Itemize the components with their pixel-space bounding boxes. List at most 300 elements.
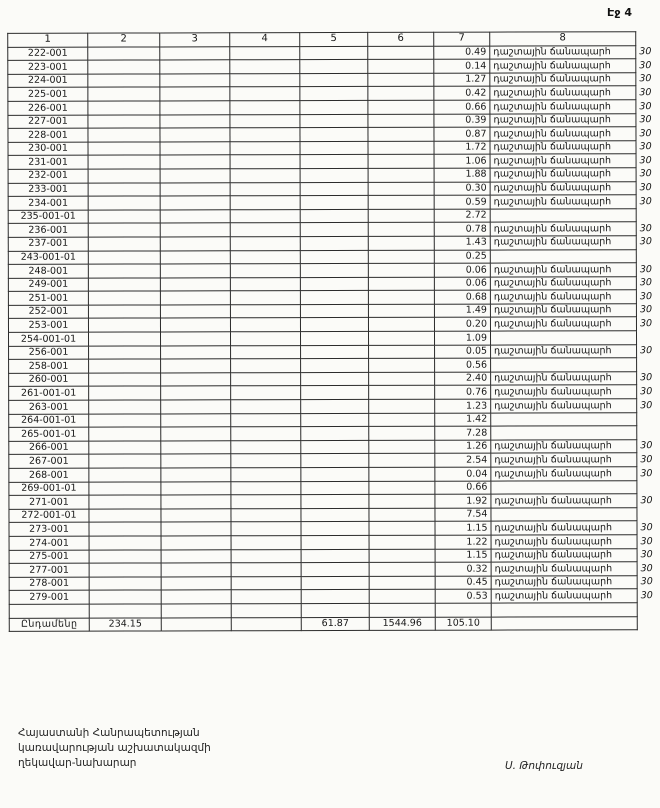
empty-cell [300, 263, 368, 277]
parcel-code: 249-001 [8, 278, 88, 292]
empty-cell [160, 196, 230, 210]
land-use-description: դաշտային ճանապարհ [490, 263, 636, 277]
area-value: 0.14 [434, 59, 490, 73]
margin-mark: 30 [639, 155, 652, 167]
empty-cell [300, 236, 368, 250]
margin-mark: 30 [640, 522, 653, 534]
margin-mark: 30 [639, 59, 652, 71]
empty-cell [89, 536, 161, 550]
area-value: 2.72 [434, 209, 490, 223]
land-use-description: դաշտային ճանապարհ [491, 467, 637, 481]
empty-cell [88, 223, 160, 237]
empty-cell [301, 331, 369, 345]
parcel-code: 267-001 [9, 455, 89, 469]
empty-cell [89, 386, 161, 400]
empty-cell [231, 590, 301, 604]
parcel-code: 231-001 [8, 155, 88, 169]
margin-mark: 30 [639, 182, 652, 194]
land-use-description: դաշտային ճանապարհ [491, 575, 637, 589]
area-value: 0.53 [435, 589, 491, 603]
empty-cell [301, 359, 369, 373]
margin-mark: 30 [639, 46, 652, 58]
empty-cell [369, 467, 435, 481]
area-value: 1.23 [435, 399, 491, 413]
empty-cell [88, 87, 160, 101]
land-use-description: դաշտային ճանապարհ [490, 72, 636, 86]
totals-col7: 105.10 [435, 617, 491, 631]
parcel-code: 261-001-01 [9, 387, 89, 401]
margin-mark [636, 331, 652, 345]
empty-cell [88, 237, 160, 251]
empty-cell [300, 60, 368, 74]
margin-mark [637, 507, 653, 521]
empty-cell [88, 210, 160, 224]
empty-cell [301, 386, 369, 400]
margin-mark: 30 [639, 100, 652, 112]
totals-col3 [161, 617, 231, 631]
empty-cell [161, 454, 231, 468]
land-use-description: դաշտային ճանապարհ [490, 168, 636, 182]
column-header-7: 7 [434, 32, 490, 46]
empty-cell [160, 128, 230, 142]
empty-cell [89, 359, 161, 373]
parcel-code: 248-001 [8, 264, 88, 278]
empty-cell [161, 577, 231, 591]
empty-cell [368, 59, 434, 73]
land-use-description [491, 426, 637, 440]
empty-cell [230, 46, 300, 60]
empty-cell [301, 535, 369, 549]
empty-cell [300, 128, 368, 142]
margin-mark: 30 [639, 141, 652, 153]
empty-cell [160, 74, 230, 88]
margin-mark: 30 [640, 590, 653, 602]
land-use-description [490, 249, 636, 263]
empty-cell [160, 155, 230, 169]
empty-cell [301, 576, 369, 590]
area-value: 0.49 [434, 46, 490, 60]
parcel-code: 223-001 [8, 60, 88, 74]
empty-cell [300, 155, 368, 169]
margin-mark: 30 [639, 223, 652, 235]
empty-cell [369, 535, 435, 549]
empty-cell [301, 454, 369, 468]
margin-mark: 30 [640, 562, 653, 574]
totals-col8 [491, 616, 637, 630]
empty-cell [161, 332, 231, 346]
parcel-code: 226-001 [8, 101, 88, 115]
empty-cell [231, 440, 301, 454]
empty-cell [161, 563, 231, 577]
empty-cell [161, 495, 231, 509]
empty-cell [230, 87, 300, 101]
area-value: 1.15 [435, 521, 491, 535]
land-use-description: դաշտային ճանապարհ [490, 276, 636, 290]
margin-spacer [636, 32, 652, 46]
empty-cell [369, 508, 435, 522]
empty-cell [231, 332, 301, 346]
empty-cell [301, 522, 369, 536]
empty-cell [88, 250, 160, 264]
empty-cell [161, 522, 231, 536]
land-use-description: դաշտային ճանապարհ [490, 290, 636, 304]
area-value: 2.54 [435, 453, 491, 467]
area-value: 0.68 [434, 290, 490, 304]
empty-cell [89, 550, 161, 564]
empty-cell [369, 454, 435, 468]
area-value: 0.87 [434, 127, 490, 141]
margin-mark: 30 [640, 440, 653, 452]
land-use-description: դաշտային ճանապարհ [490, 45, 636, 59]
empty-cell [160, 182, 230, 196]
area-value: 1.22 [435, 535, 491, 549]
empty-cell [161, 373, 231, 387]
land-use-description: դաշտային ճանապարհ [490, 181, 636, 195]
land-use-description: դաշտային ճանապարհ [490, 140, 636, 154]
parcel-code: 256-001 [9, 346, 89, 360]
empty-cell [88, 182, 160, 196]
land-use-description: դաշտային ճանապարհ [491, 562, 637, 576]
issuer-line-3: ղեկավար-նախարար [18, 757, 137, 770]
empty-cell [89, 482, 161, 496]
empty-cell [161, 413, 231, 427]
parcel-code: 251-001 [8, 291, 88, 305]
empty-cell [230, 155, 300, 169]
area-value: 1.92 [435, 494, 491, 508]
empty-cell [300, 141, 368, 155]
totals-col4 [231, 617, 301, 631]
land-use-description [491, 358, 637, 372]
parcel-code: 232-001 [8, 169, 88, 183]
margin-mark: 30 [640, 535, 653, 547]
empty-cell [89, 522, 161, 536]
empty-cell [88, 60, 160, 74]
empty-cell [368, 127, 434, 141]
margin-mark [637, 358, 653, 372]
parcel-code: 253-001 [8, 319, 88, 333]
parcel-code: 252-001 [8, 305, 88, 319]
land-use-description: դաշտային ճանապարհ [491, 521, 637, 535]
totals-col6: 1544.96 [369, 617, 435, 631]
empty-cell [88, 101, 160, 115]
empty-cell [160, 264, 230, 278]
empty-cell [301, 345, 369, 359]
empty-cell [301, 495, 369, 509]
empty-cell [369, 522, 435, 536]
area-value: 0.66 [435, 481, 491, 495]
margin-mark: 30 [639, 277, 652, 289]
parcel-code: 233-001 [8, 183, 88, 197]
area-value: 1.27 [434, 73, 490, 87]
land-use-description: դաշտային ճանապարհ [490, 86, 636, 100]
parcel-code: 224-001 [8, 74, 88, 88]
empty-cell [230, 223, 300, 237]
empty-cell [160, 318, 230, 332]
parcel-code: 273-001 [9, 523, 89, 537]
parcel-code: 243-001-01 [8, 251, 88, 265]
empty-cell [300, 100, 368, 114]
empty-cell [368, 46, 434, 60]
empty-cell [368, 155, 434, 169]
parcel-code: 260-001 [9, 373, 89, 387]
margin-mark: 30 [640, 454, 653, 466]
margin-mark: 30 [639, 73, 652, 85]
margin-mark: 30 [640, 386, 653, 398]
empty-cell [231, 563, 301, 577]
parcel-code: 228-001 [8, 128, 88, 142]
empty-cell [300, 182, 368, 196]
parcel-code: 266-001 [9, 441, 89, 455]
empty-cell [369, 426, 435, 440]
empty-cell [161, 509, 231, 523]
totals-row [9, 616, 653, 631]
land-use-description: դաշտային ճանապարհ [490, 236, 636, 250]
area-value: 0.76 [435, 386, 491, 400]
empty-cell [231, 359, 301, 373]
empty-cell [368, 263, 434, 277]
empty-cell [369, 576, 435, 590]
empty-cell [231, 386, 301, 400]
empty-cell [89, 454, 161, 468]
empty-cell [300, 87, 368, 101]
column-header-8: 8 [490, 32, 636, 46]
margin-mark: 30 [640, 399, 653, 411]
empty-cell [230, 169, 300, 183]
empty-cell [230, 141, 300, 155]
land-use-description: դաշտային ճանապարհ [490, 113, 636, 127]
empty-cell [300, 196, 368, 210]
land-use-description [491, 507, 637, 521]
area-value: 0.20 [434, 318, 490, 332]
margin-mark [637, 412, 653, 426]
empty-cell [300, 291, 368, 305]
empty-cell [161, 481, 231, 495]
empty-cell [369, 562, 435, 576]
area-value: 0.78 [434, 222, 490, 236]
parcel-code: 236-001 [8, 223, 88, 237]
totals-label: Ընդամենը [9, 618, 89, 632]
empty-cell [369, 494, 435, 508]
land-use-description: դաշտային ճանապարհ [490, 195, 636, 209]
empty-cell [230, 304, 300, 318]
empty-cell [89, 577, 161, 591]
empty-cell [161, 468, 231, 482]
land-use-description [490, 208, 636, 222]
empty-cell [89, 468, 161, 482]
empty-cell [301, 508, 369, 522]
empty-cell [161, 441, 231, 455]
empty-cell [230, 60, 300, 74]
margin-mark: 30 [640, 494, 653, 506]
empty-cell [369, 590, 435, 604]
parcel-code: 230-001 [8, 142, 88, 156]
area-value: 0.66 [434, 100, 490, 114]
margin-mark: 30 [639, 318, 653, 330]
empty-cell [88, 142, 160, 156]
empty-cell [300, 209, 368, 223]
column-header-2: 2 [88, 33, 160, 47]
empty-cell [161, 345, 231, 359]
land-use-description [491, 412, 637, 426]
empty-cell [300, 318, 368, 332]
empty-cell [89, 563, 161, 577]
empty-cell [161, 590, 231, 604]
parcel-code: 272-001-01 [9, 509, 89, 523]
empty-cell [89, 414, 161, 428]
empty-cell [300, 114, 368, 128]
empty-cell [160, 60, 230, 74]
margin-mark: 30 [640, 576, 653, 588]
empty-cell [369, 413, 435, 427]
area-value: 0.05 [435, 345, 491, 359]
empty-cell [368, 236, 434, 250]
empty-cell [231, 454, 301, 468]
margin-mark [637, 480, 653, 494]
empty-cell [300, 223, 368, 237]
land-use-description: դաշտային ճանապարհ [490, 100, 636, 114]
land-use-description [490, 331, 636, 345]
empty-cell [369, 440, 435, 454]
empty-cell [369, 549, 435, 563]
land-use-description: դաշտային ճանապարհ [490, 222, 636, 236]
area-value: 0.59 [434, 195, 490, 209]
empty-cell [300, 277, 368, 291]
empty-cell [88, 264, 160, 278]
margin-mark [636, 208, 652, 222]
area-value: 1.88 [434, 168, 490, 182]
empty-cell [231, 468, 301, 482]
land-use-description: դաշտային ճանապարհ [491, 535, 637, 549]
area-value: 1.26 [435, 440, 491, 454]
area-value: 0.04 [435, 467, 491, 481]
area-value: 0.06 [434, 263, 490, 277]
empty-cell [231, 522, 301, 536]
area-value: 0.25 [434, 250, 490, 264]
empty-cell [300, 73, 368, 87]
empty-cell [230, 73, 300, 87]
empty-cell [89, 332, 161, 346]
land-use-description: դաշտային ճանապարհ [490, 317, 636, 331]
empty-cell [161, 536, 231, 550]
margin-mark: 30 [639, 304, 653, 316]
empty-cell [368, 223, 434, 237]
empty-cell [230, 101, 300, 115]
empty-cell [89, 590, 161, 604]
empty-cell [300, 46, 368, 60]
totals-col5: 61.87 [301, 617, 369, 631]
totals-col2: 234.15 [89, 617, 161, 631]
empty-cell [160, 87, 230, 101]
empty-cell [230, 128, 300, 142]
empty-cell [301, 467, 369, 481]
empty-cell [300, 250, 368, 264]
empty-cell [160, 223, 230, 237]
empty-cell [161, 549, 231, 563]
parcel-code: 235-001-01 [8, 210, 88, 224]
land-parcel-table [7, 31, 654, 632]
empty-cell [230, 318, 300, 332]
column-header-3: 3 [160, 33, 230, 47]
empty-cell [301, 427, 369, 441]
empty-cell [369, 386, 435, 400]
parcel-code: 263-001 [9, 400, 89, 414]
column-header-5: 5 [300, 32, 368, 46]
empty-cell [89, 427, 161, 441]
empty-cell [230, 114, 300, 128]
empty-cell [89, 373, 161, 387]
empty-cell [88, 305, 160, 319]
issuer-line-2: կառավարության աշխատակազմի [18, 742, 211, 755]
empty-cell [231, 481, 301, 495]
empty-cell [230, 209, 300, 223]
empty-cell [231, 413, 301, 427]
empty-cell [369, 345, 435, 359]
empty-cell [160, 46, 230, 60]
empty-cell [230, 182, 300, 196]
issuer-line-1: Հայաստանի Հանրապետության [18, 727, 200, 739]
empty-cell [161, 386, 231, 400]
empty-cell [301, 440, 369, 454]
empty-cell [160, 291, 230, 305]
margin-mark: 30 [640, 345, 653, 357]
parcel-code: 254-001-01 [9, 332, 89, 346]
empty-cell [231, 400, 301, 414]
empty-cell [89, 495, 161, 509]
column-header-6: 6 [368, 32, 434, 46]
land-use-description: դաշտային ճանապարհ [490, 154, 636, 168]
empty-cell [301, 563, 369, 577]
empty-cell [368, 73, 434, 87]
empty-cell [369, 481, 435, 495]
area-value: 0.45 [435, 576, 491, 590]
empty-cell [301, 481, 369, 495]
empty-cell [88, 318, 160, 332]
margin-mark: 30 [640, 467, 653, 479]
parcel-code: 275-001 [9, 550, 89, 564]
empty-cell [369, 358, 435, 372]
empty-cell [301, 590, 369, 604]
margin-mark: 30 [639, 290, 653, 303]
parcel-code: 271-001 [9, 495, 89, 509]
empty-cell [368, 291, 434, 305]
empty-cell [231, 536, 301, 550]
margin-mark: 30 [639, 263, 652, 275]
empty-cell [301, 399, 369, 413]
margin-mark: 30 [640, 372, 653, 384]
empty-cell [89, 441, 161, 455]
margin-mark: 30 [639, 195, 652, 207]
empty-cell [368, 209, 434, 223]
land-use-description: դաշտային ճանապարհ [491, 453, 637, 467]
empty-cell [368, 100, 434, 114]
margin-mark: 30 [639, 87, 652, 99]
empty-cell [161, 427, 231, 441]
area-value: 0.39 [434, 114, 490, 128]
area-value: 1.49 [434, 304, 490, 318]
land-use-description: դաշտային ճանապարհ [490, 304, 636, 318]
parcel-code: 237-001 [8, 237, 88, 251]
area-value: 1.43 [434, 236, 490, 250]
empty-cell [230, 291, 300, 305]
empty-cell [368, 114, 434, 128]
area-value: 0.56 [435, 358, 491, 372]
parcel-code: 234-001 [8, 196, 88, 210]
margin-mark [636, 249, 652, 263]
table-body [8, 45, 653, 604]
empty-cell [160, 250, 230, 264]
empty-cell [230, 196, 300, 210]
empty-cell [231, 508, 301, 522]
